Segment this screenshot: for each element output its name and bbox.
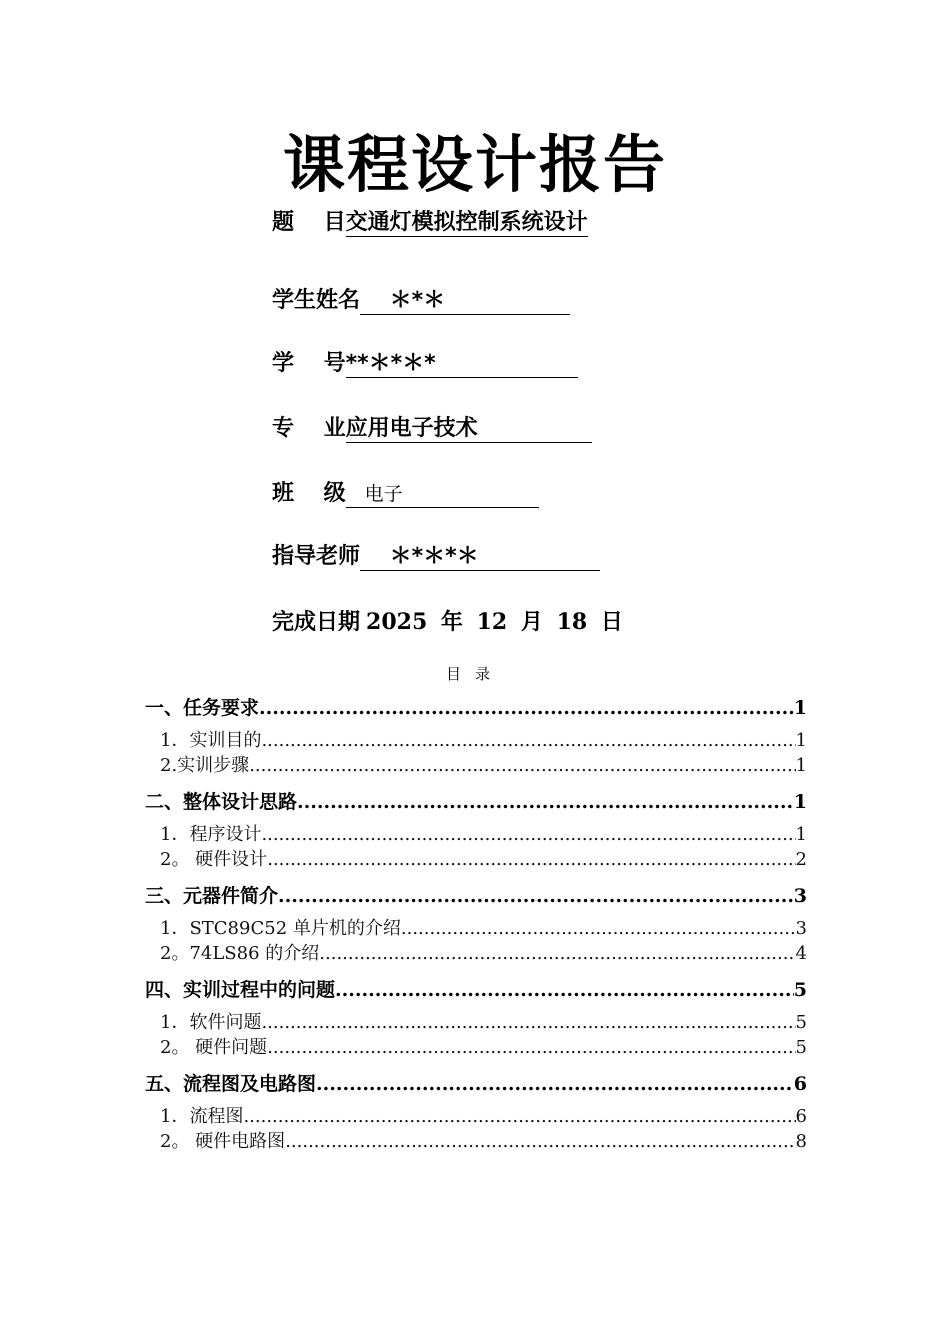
field-class	[272, 479, 539, 509]
date-prefix: 完成日期	[272, 610, 361, 635]
toc-page-number: 1	[793, 791, 807, 813]
toc-item-title: 2。74LS86 的介绍	[160, 943, 320, 964]
toc-page-number: 3	[795, 918, 807, 939]
toc-item-row[interactable]	[145, 728, 807, 753]
field-topic	[272, 208, 588, 238]
toc-page-number: 5	[795, 1012, 807, 1033]
toc-section-title: 三、元器件简介	[145, 885, 279, 907]
toc-leader-dots	[278, 882, 794, 911]
field-label: 指导老师	[272, 544, 361, 569]
field-value: ＊*＊*＊	[360, 544, 600, 571]
toc-section-title: 一、任务要求	[145, 697, 260, 719]
toc-item-title: 1．流程图	[160, 1106, 244, 1127]
report-title: 课程设计报告	[282, 128, 667, 201]
toc-item-title: 2。 硬件问题	[160, 1037, 268, 1058]
toc-section-row[interactable]	[145, 788, 807, 817]
toc-item-title: 2.实训步骤	[160, 755, 250, 776]
toc-leader-dots	[249, 753, 795, 778]
toc-page-number: 1	[793, 697, 807, 719]
toc-leader-dots	[316, 1070, 794, 1099]
field-label: 专 业	[272, 416, 346, 441]
toc-section-row[interactable]	[145, 694, 807, 723]
toc-page-number: 1	[795, 755, 807, 776]
toc-page-number: 3	[793, 885, 807, 907]
toc-leader-dots	[267, 847, 795, 872]
field-value: ＊*＊	[360, 288, 578, 313]
toc-section-title: 五、流程图及电路图	[145, 1073, 317, 1095]
field-major	[272, 414, 592, 444]
field-label: 学 号	[272, 351, 346, 376]
toc-leader-dots	[243, 1104, 795, 1129]
toc-item-row[interactable]	[145, 753, 807, 778]
toc-page-number: 2	[795, 849, 807, 870]
date-month-unit: 月	[520, 610, 543, 635]
date-year-unit: 年	[440, 610, 463, 635]
date-day: 18	[556, 609, 588, 635]
field-label: 题 目	[272, 210, 346, 235]
toc-page-number: 1	[795, 824, 807, 845]
date-year: 2025	[366, 609, 428, 635]
date-month: 12	[476, 609, 508, 635]
toc-spacer	[145, 872, 807, 881]
toc-item-title: 2。 硬件设计	[160, 849, 268, 870]
field-value: 应用电子技术	[346, 416, 592, 443]
toc-leader-dots	[335, 976, 794, 1005]
field-value: 电子	[346, 481, 539, 508]
toc-item-row[interactable]	[145, 1035, 807, 1060]
toc-page-number: 6	[795, 1106, 807, 1127]
toc-leader-dots	[261, 822, 795, 847]
field-supervisor	[272, 542, 600, 572]
field-label: 班 级	[272, 481, 346, 506]
toc-page-number: 8	[795, 1131, 807, 1152]
toc-section-row[interactable]	[145, 1070, 807, 1099]
table-of-contents	[145, 693, 807, 1154]
toc-item-row[interactable]	[145, 847, 807, 872]
toc-leader-dots	[297, 788, 794, 817]
toc-item-row[interactable]	[145, 1104, 807, 1129]
toc-item-row[interactable]	[145, 822, 807, 847]
toc-leader-dots	[285, 1129, 795, 1154]
toc-item-row[interactable]	[145, 1010, 807, 1035]
toc-page-number: 5	[793, 979, 807, 1001]
toc-section-title: 四、实训过程中的问题	[145, 979, 336, 1001]
toc-spacer	[145, 966, 807, 975]
toc-item-row[interactable]	[145, 941, 807, 966]
toc-section-title: 二、整体设计思路	[145, 791, 298, 813]
toc-item-title: 2。 硬件电路图	[160, 1131, 286, 1152]
toc-item-title: 1．STC89C52 单片机的介绍	[160, 918, 401, 939]
field-student-id	[272, 349, 578, 379]
toc-leader-dots	[261, 1010, 795, 1035]
toc-leader-dots	[267, 1035, 795, 1060]
toc-leader-dots	[401, 916, 796, 941]
toc-leader-dots	[261, 728, 795, 753]
completion-date	[272, 605, 629, 636]
date-day-unit: 日	[600, 610, 623, 635]
toc-page-number: 5	[795, 1037, 807, 1058]
toc-section-row[interactable]	[145, 976, 807, 1005]
field-student-name	[272, 286, 578, 316]
toc-page-number: 6	[793, 1073, 807, 1095]
field-label: 学生姓名	[272, 288, 361, 313]
toc-leader-dots	[259, 694, 794, 723]
field-value: 交通灯模拟控制系统设计	[345, 210, 588, 235]
toc-page-number: 4	[795, 943, 807, 964]
field-value: **＊*＊*	[346, 351, 578, 378]
toc-item-title: 1．实训目的	[160, 730, 262, 751]
toc-leader-dots	[319, 941, 795, 966]
toc-heading: 目录	[445, 665, 504, 683]
toc-item-title: 1．程序设计	[160, 824, 262, 845]
toc-page-number: 1	[795, 730, 807, 751]
toc-section-row[interactable]	[145, 882, 807, 911]
toc-spacer	[145, 778, 807, 787]
toc-item-title: 1．软件问题	[160, 1012, 262, 1033]
toc-item-row[interactable]	[145, 916, 807, 941]
toc-item-row[interactable]	[145, 1129, 807, 1154]
toc-spacer	[145, 1060, 807, 1069]
